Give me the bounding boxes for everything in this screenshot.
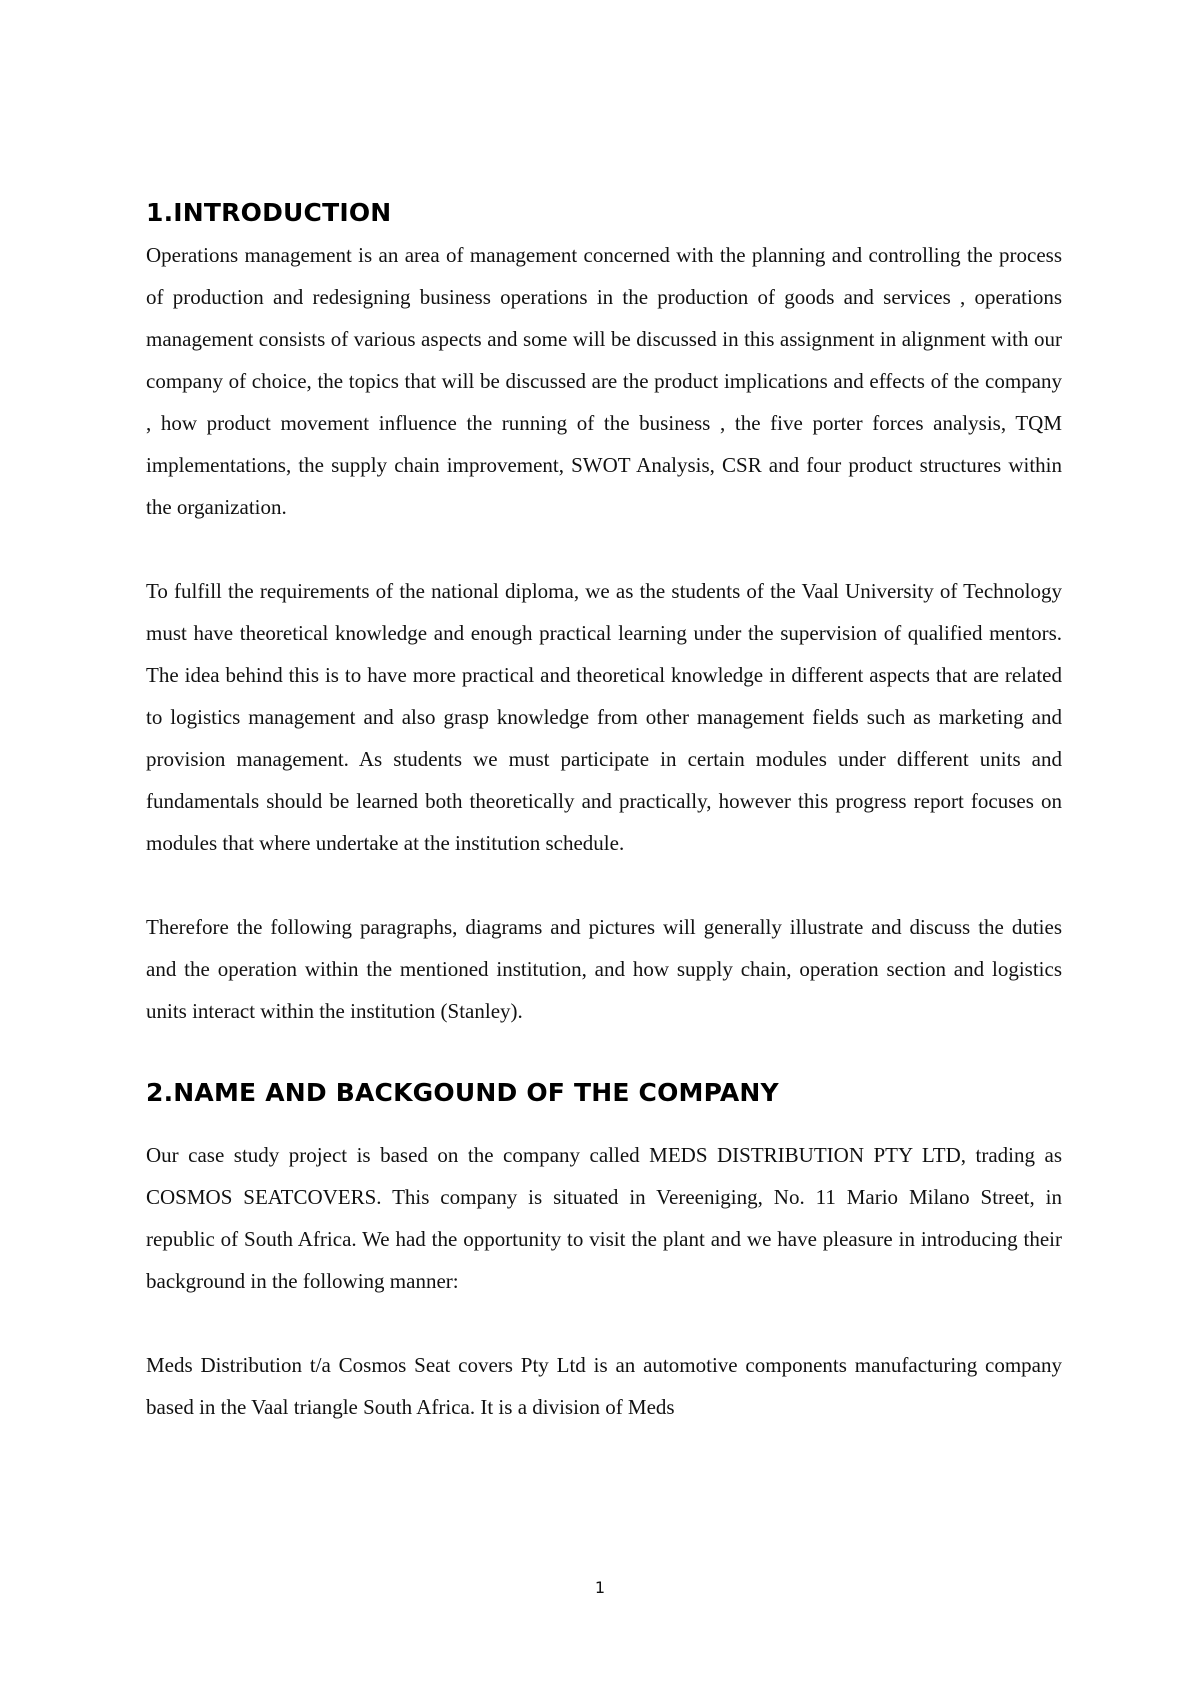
- page-content: [146, 192, 1062, 1428]
- section-2-paragraph-2: Meds Distribution t/a Cosmos Seat covers Pty Ltd is an automotive components manufacturing company based in the Vaal triangle South Africa. It is a division of Meds: [146, 1353, 1062, 1419]
- section-2-paragraph-1: Our case study project is based on the company called MEDS DISTRIBUTION PTY LTD, trading as COSMOS SEATCOVERS. This company is situated in Vereeniging, No. 11 Mario Milano Street, in republic of South Africa. We had the opportunity to visit the plant and we have pleasure in introducing their background in the following manner:: [146, 1143, 1062, 1293]
- section-1-paragraph-1: Operations management is an area of management concerned with the planning and controlling the process of production and redesigning business operations in the production of goods and services , operations management consists of various aspects and some will be discussed in this assignment in alignment with our company of choice, the topics that will be discussed are the product implications and effects of the company , how product movement influence the running of the business , the five porter forces analysis, TQM implementations, the supply chain improvement, SWOT Analysis, CSR and four product structures within the organization.: [146, 243, 1062, 519]
- page-number: 1: [594, 1578, 606, 1597]
- section-2-heading: [146, 1072, 1062, 1114]
- section-1-number: 1.: [146, 198, 174, 227]
- section-2-number: 2.: [146, 1078, 174, 1107]
- section-1-paragraph-2: To fulfill the requirements of the national diploma, we as the students of the Vaal University of Technology must have theoretical knowledge and enough practical learning under the supervision of qualified mentors. The idea behind this is to have more practical and theoretical knowledge in different aspects that are related to logistics management and also grasp knowledge from other management fields such as marketing and provision management. As students we must participate in certain modules under different units and fundamentals should be learned both theoretically and practically, however this progress report focuses on modules that where undertake at the institution schedule.: [146, 579, 1062, 855]
- section-2-title: NAME AND BACKGOUND OF THE COMPANY: [173, 1078, 779, 1107]
- section-1-paragraph-3: Therefore the following paragraphs, diagrams and pictures will generally illustrate and discuss the duties and the operation within the mentioned institution, and how supply chain, operation section and logistics units interact within the institution (Stanley).: [146, 915, 1062, 1023]
- section-1-heading: [146, 192, 1062, 234]
- section-1-title: INTRODUCTION: [173, 198, 392, 227]
